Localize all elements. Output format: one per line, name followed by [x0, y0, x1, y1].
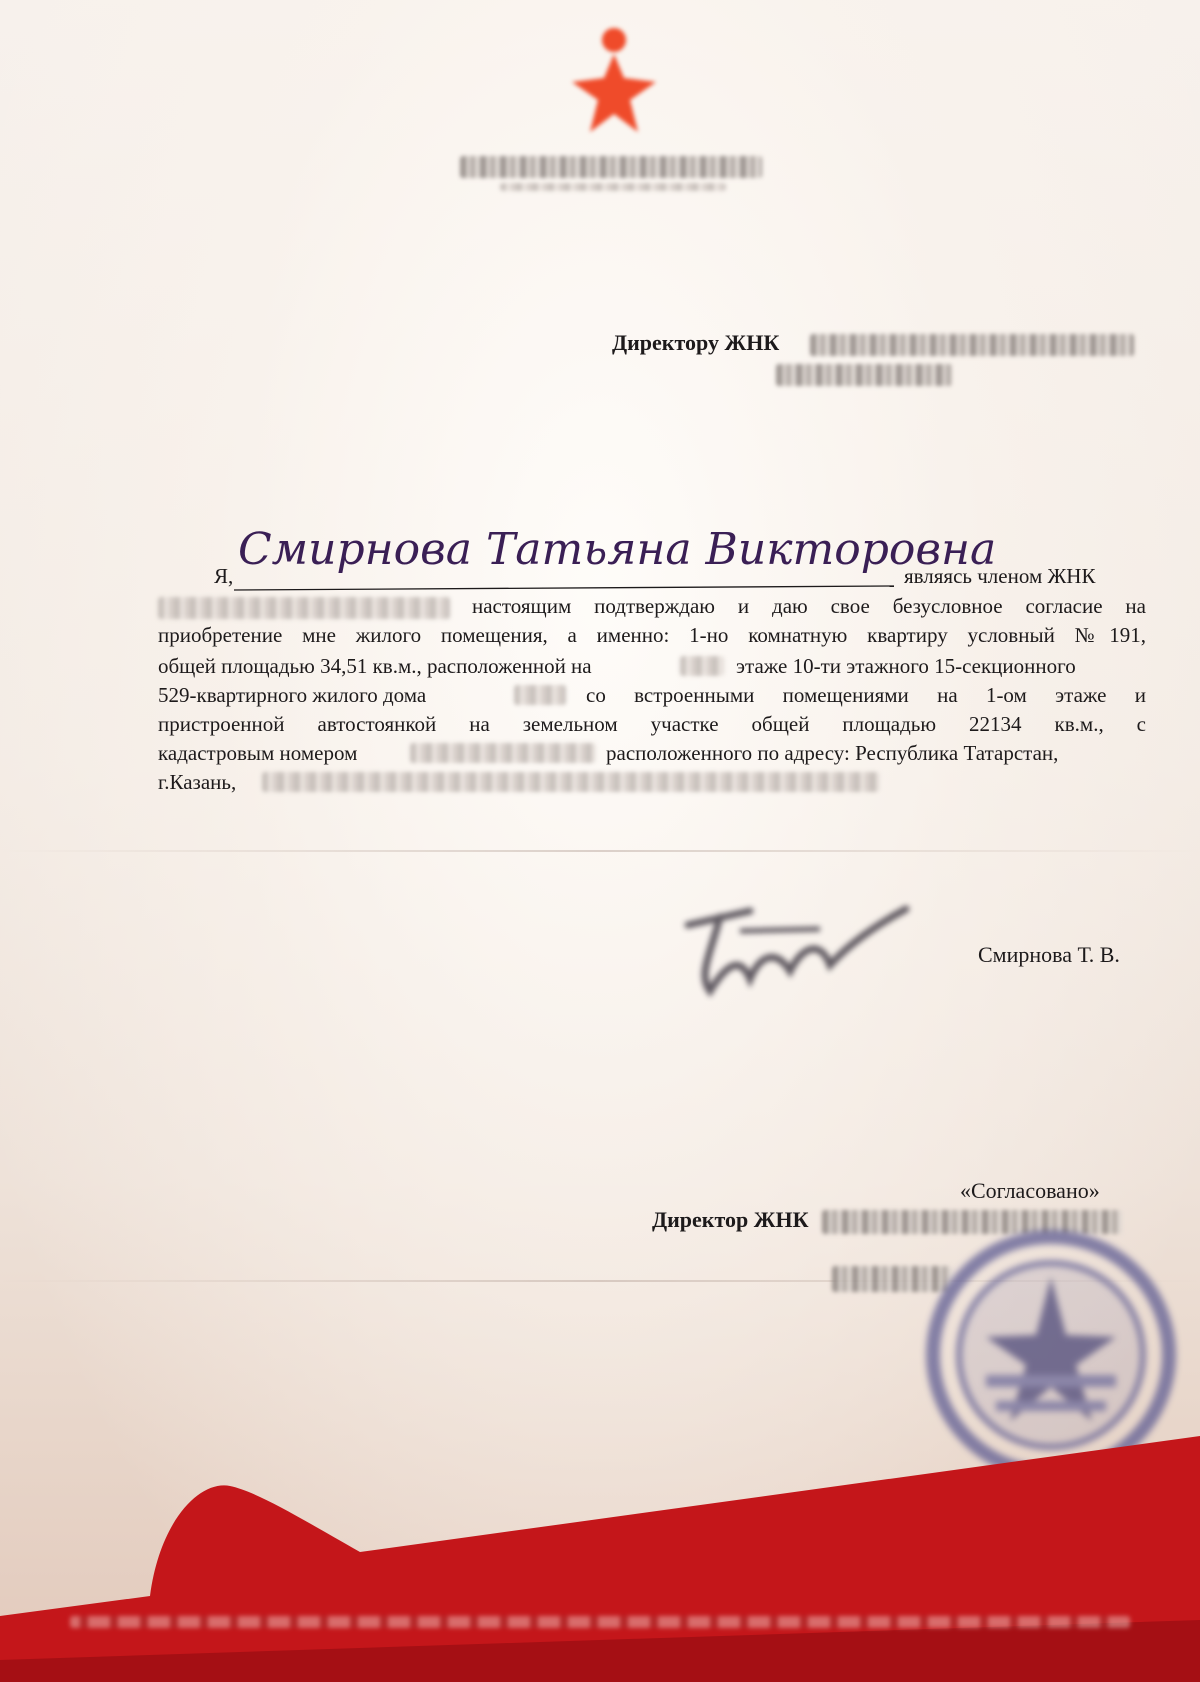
body-line-2: настоящим подтверждаю и даю свое безусловное согласие на: [472, 594, 1146, 618]
redacted-footer-contacts: [70, 1616, 1130, 1628]
body-line-7a: кадастровым номером: [158, 741, 358, 765]
signer-name: Смирнова Т. В.: [978, 942, 1120, 967]
redacted-floor: [680, 656, 724, 676]
body-line-5b: со встроенными помещениями на 1-ом этаже и: [586, 683, 1146, 707]
redacted-cadastral-number: [410, 743, 596, 763]
redacted-cooperative-name: [158, 597, 450, 619]
body-line-4a: общей площадью 34,51 кв.м., расположенной на: [158, 654, 592, 678]
body-line-4b: этаже 10-ти этажного 15-секционного: [736, 654, 1076, 678]
redacted-cooperative-name: [810, 334, 1134, 356]
addressee-title: Директору ЖНК: [612, 330, 780, 355]
handwritten-name-text: Смирнова Татьяна Викторовна: [238, 524, 997, 575]
decorative-red-banner: [0, 1420, 1200, 1682]
approver-title: Директор ЖНК: [652, 1207, 809, 1232]
body-line-8: г.Казань,: [158, 770, 237, 794]
opening-word: Я,: [214, 564, 234, 588]
logo-subtitle: [500, 183, 726, 191]
handwritten-name: [234, 520, 997, 600]
body-line-3: приобретение мне жилого помещения, а именно: 1-но комнатную квартиру условный №191,: [158, 623, 1146, 647]
body-line-7b: расположенного по адресу: Республика Татарстан,: [606, 741, 1059, 765]
star-icon: [566, 26, 662, 136]
paper-fold: [0, 850, 1200, 852]
logo-wordmark: [460, 156, 762, 178]
approval-mark: «Согласовано»: [960, 1178, 1100, 1203]
redacted-address: [262, 772, 880, 792]
body-line-5a: 529-квартирного жилого дома: [158, 683, 427, 707]
body-line-1: являясь членом ЖНК: [904, 564, 1096, 588]
redacted-director-name: [776, 364, 952, 386]
redacted-house-number: [514, 685, 566, 705]
signature-scribble: [680, 895, 910, 1005]
body-line-6: пристроенной автостоянкой на земельном участке общей площадью 22134 кв.м., с: [158, 712, 1146, 736]
